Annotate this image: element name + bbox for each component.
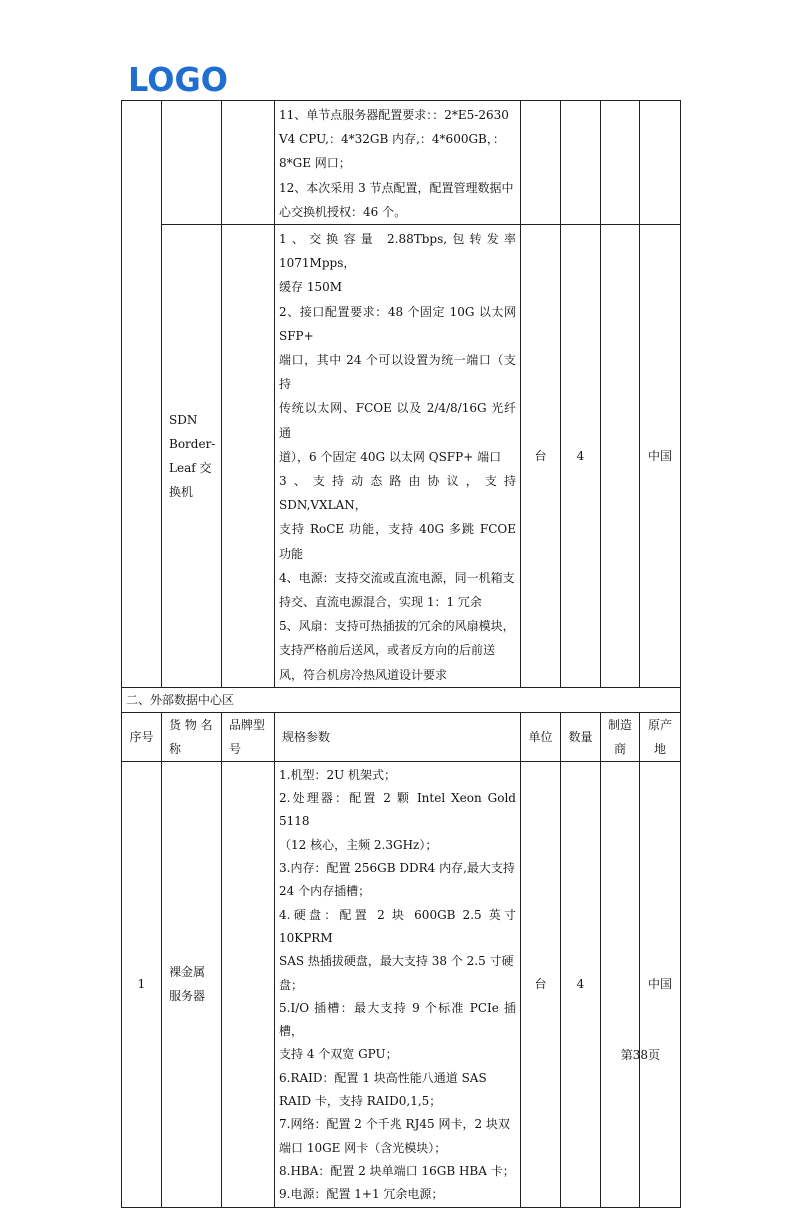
header-maker-line: 商: [613, 741, 626, 756]
spec-line: 端口 10GE 网卡（含光模块）；: [279, 1140, 447, 1155]
unit-cell: 台: [521, 761, 561, 1207]
name-line: Leaf 交: [169, 460, 212, 475]
spec-line: 持交、直流电源混合，实现 1：1 冗余: [279, 595, 482, 610]
header-name: [162, 712, 222, 761]
spec-line: 4、电源：支持交流或直流电源，同一机箱支: [279, 570, 515, 585]
spec-line: RAID 卡，支持 RAID0,1,5；: [279, 1094, 442, 1109]
header-name-line: 货 物 名: [169, 717, 213, 732]
header-qty: 数量: [561, 712, 601, 761]
spec-line: V4 CPU,：4*32GB 内存,：4*600GB，：: [279, 132, 505, 147]
header-brand-line: 号: [229, 741, 242, 756]
brand-cell: [222, 101, 275, 225]
origin-cell: 中国: [640, 761, 681, 1207]
spec-line: 支持 RoCE 功能，支持 40G 多跳 FCOE 功能: [279, 522, 516, 561]
qty-cell: 4: [561, 761, 601, 1207]
spec-line: 1.机型：2U 机架式；: [279, 767, 397, 782]
seq-cell-continued: [122, 101, 162, 688]
brand-cell: [222, 225, 275, 688]
spec-table: [121, 100, 681, 1208]
logo-text: LOGO: [128, 64, 228, 94]
spec-cell: [275, 761, 521, 1207]
origin-cell: [640, 101, 681, 225]
spec-line: （12 核心，主频 2.3GHz）；: [279, 837, 438, 852]
table-row: [122, 225, 681, 688]
qty-cell: 4: [561, 225, 601, 688]
name-line: 换机: [169, 484, 194, 499]
name-line: 服务器: [169, 989, 206, 1004]
header-maker-line: 制造: [607, 717, 632, 732]
header-origin: [640, 712, 681, 761]
name-line: SDN: [169, 412, 198, 427]
spec-cell: [275, 101, 521, 225]
spec-line: 道），6 个固定 40G 以太网 QSFP+ 端口: [279, 449, 502, 464]
spec-line: 盘；: [279, 977, 304, 992]
header-spec: 规格参数: [275, 712, 521, 761]
name-line: Border-: [169, 436, 216, 451]
name-line: 裸金属: [169, 965, 206, 980]
spec-line: 心交换机授权：46 个。: [279, 204, 407, 219]
spec-line: SAS 热插拔硬盘，最大支持 38 个 2.5 寸硬: [279, 954, 514, 969]
name-cell: [162, 225, 222, 688]
spec-line: 7.网络：配置 2 个千兆 RJ45 网卡，2 块双: [279, 1117, 510, 1132]
unit-cell: [521, 101, 561, 225]
table-row: [122, 101, 681, 225]
spec-cell: [275, 225, 521, 688]
spec-line: 3、支持动态路由协议，支持 SDN,VXLAN，: [279, 474, 516, 513]
header-origin-line: 地: [653, 741, 666, 756]
spec-line: 支持严格前后送风，或者反方向的后前送: [279, 643, 496, 658]
spec-line: 2.处理器：配置 2 颗 Intel Xeon Gold 5118: [279, 791, 516, 829]
name-cell: [162, 761, 222, 1207]
spec-line: 5、风扇：支持可热插拔的冗余的风扇模块，: [279, 619, 515, 634]
header-maker: [601, 712, 640, 761]
spec-line: 6.RAID：配置 1 块高性能八通道 SAS: [279, 1070, 487, 1085]
brand-cell: [222, 761, 275, 1207]
maker-cell: [601, 101, 640, 225]
header-origin-line: 原产: [647, 717, 672, 732]
header-brand: [222, 712, 275, 761]
spec-line: 端口，其中 24 个可以设置为统一端口（支持: [279, 353, 516, 392]
spec-line: 24 个内存插槽；: [279, 884, 371, 899]
unit-cell: 台: [521, 225, 561, 688]
spec-line: 11、单节点服务器配置要求：：2*E5-2630: [279, 108, 509, 122]
spec-line: 8*GE 网口；: [279, 156, 351, 171]
maker-cell: [601, 225, 640, 688]
spec-line: 9.电源：配置 1+1 冗余电源；: [279, 1187, 444, 1202]
spec-line: 8.HBA：配置 2 块单端口 16GB HBA 卡；: [279, 1163, 515, 1178]
header-row: [122, 712, 681, 761]
spec-line: 3.内存：配置 256GB DDR4 内存,最大支持: [279, 861, 515, 876]
spec-line: 传统以太网、FCOE 以及 2/4/8/16G 光纤通: [279, 401, 516, 440]
spec-line: 缓存 150M: [279, 280, 343, 295]
header-seq: 序号: [122, 712, 162, 761]
header-brand-line: 品牌型: [229, 717, 266, 732]
table-row: [122, 761, 681, 1207]
section-row: [122, 687, 681, 712]
spec-line: 1、交换容量 2.88Tbps,包转发率 1071Mpps，: [279, 232, 516, 271]
name-cell: [162, 101, 222, 225]
logo-mark: [128, 64, 230, 94]
origin-cell: 中国: [640, 225, 681, 688]
qty-cell: [561, 101, 601, 225]
header-unit: 单位: [521, 712, 561, 761]
spec-line: 2、接口配置要求：48 个固定 10G 以太网 SFP+: [279, 304, 516, 343]
spec-line: 风，符合机房冷热风道设计要求: [279, 667, 448, 682]
page-number: 第38页: [620, 1048, 660, 1062]
header-name-line: 称: [169, 741, 182, 756]
spec-line: 支持 4 个双宽 GPU；: [279, 1047, 398, 1062]
spec-line: 5.I/O 插槽：最大支持 9 个标准 PCIe 插槽，: [279, 1000, 516, 1039]
maker-cell: [601, 761, 640, 1207]
section-title: 二、外部数据中心区: [122, 687, 681, 712]
seq-cell: 1: [122, 761, 162, 1207]
spec-line: 4.硬盘：配置 2 块 600GB 2.5 英寸 10KPRM: [279, 907, 516, 945]
spec-line: 12、本次采用 3 节点配置，配置管理数据中: [279, 180, 514, 195]
